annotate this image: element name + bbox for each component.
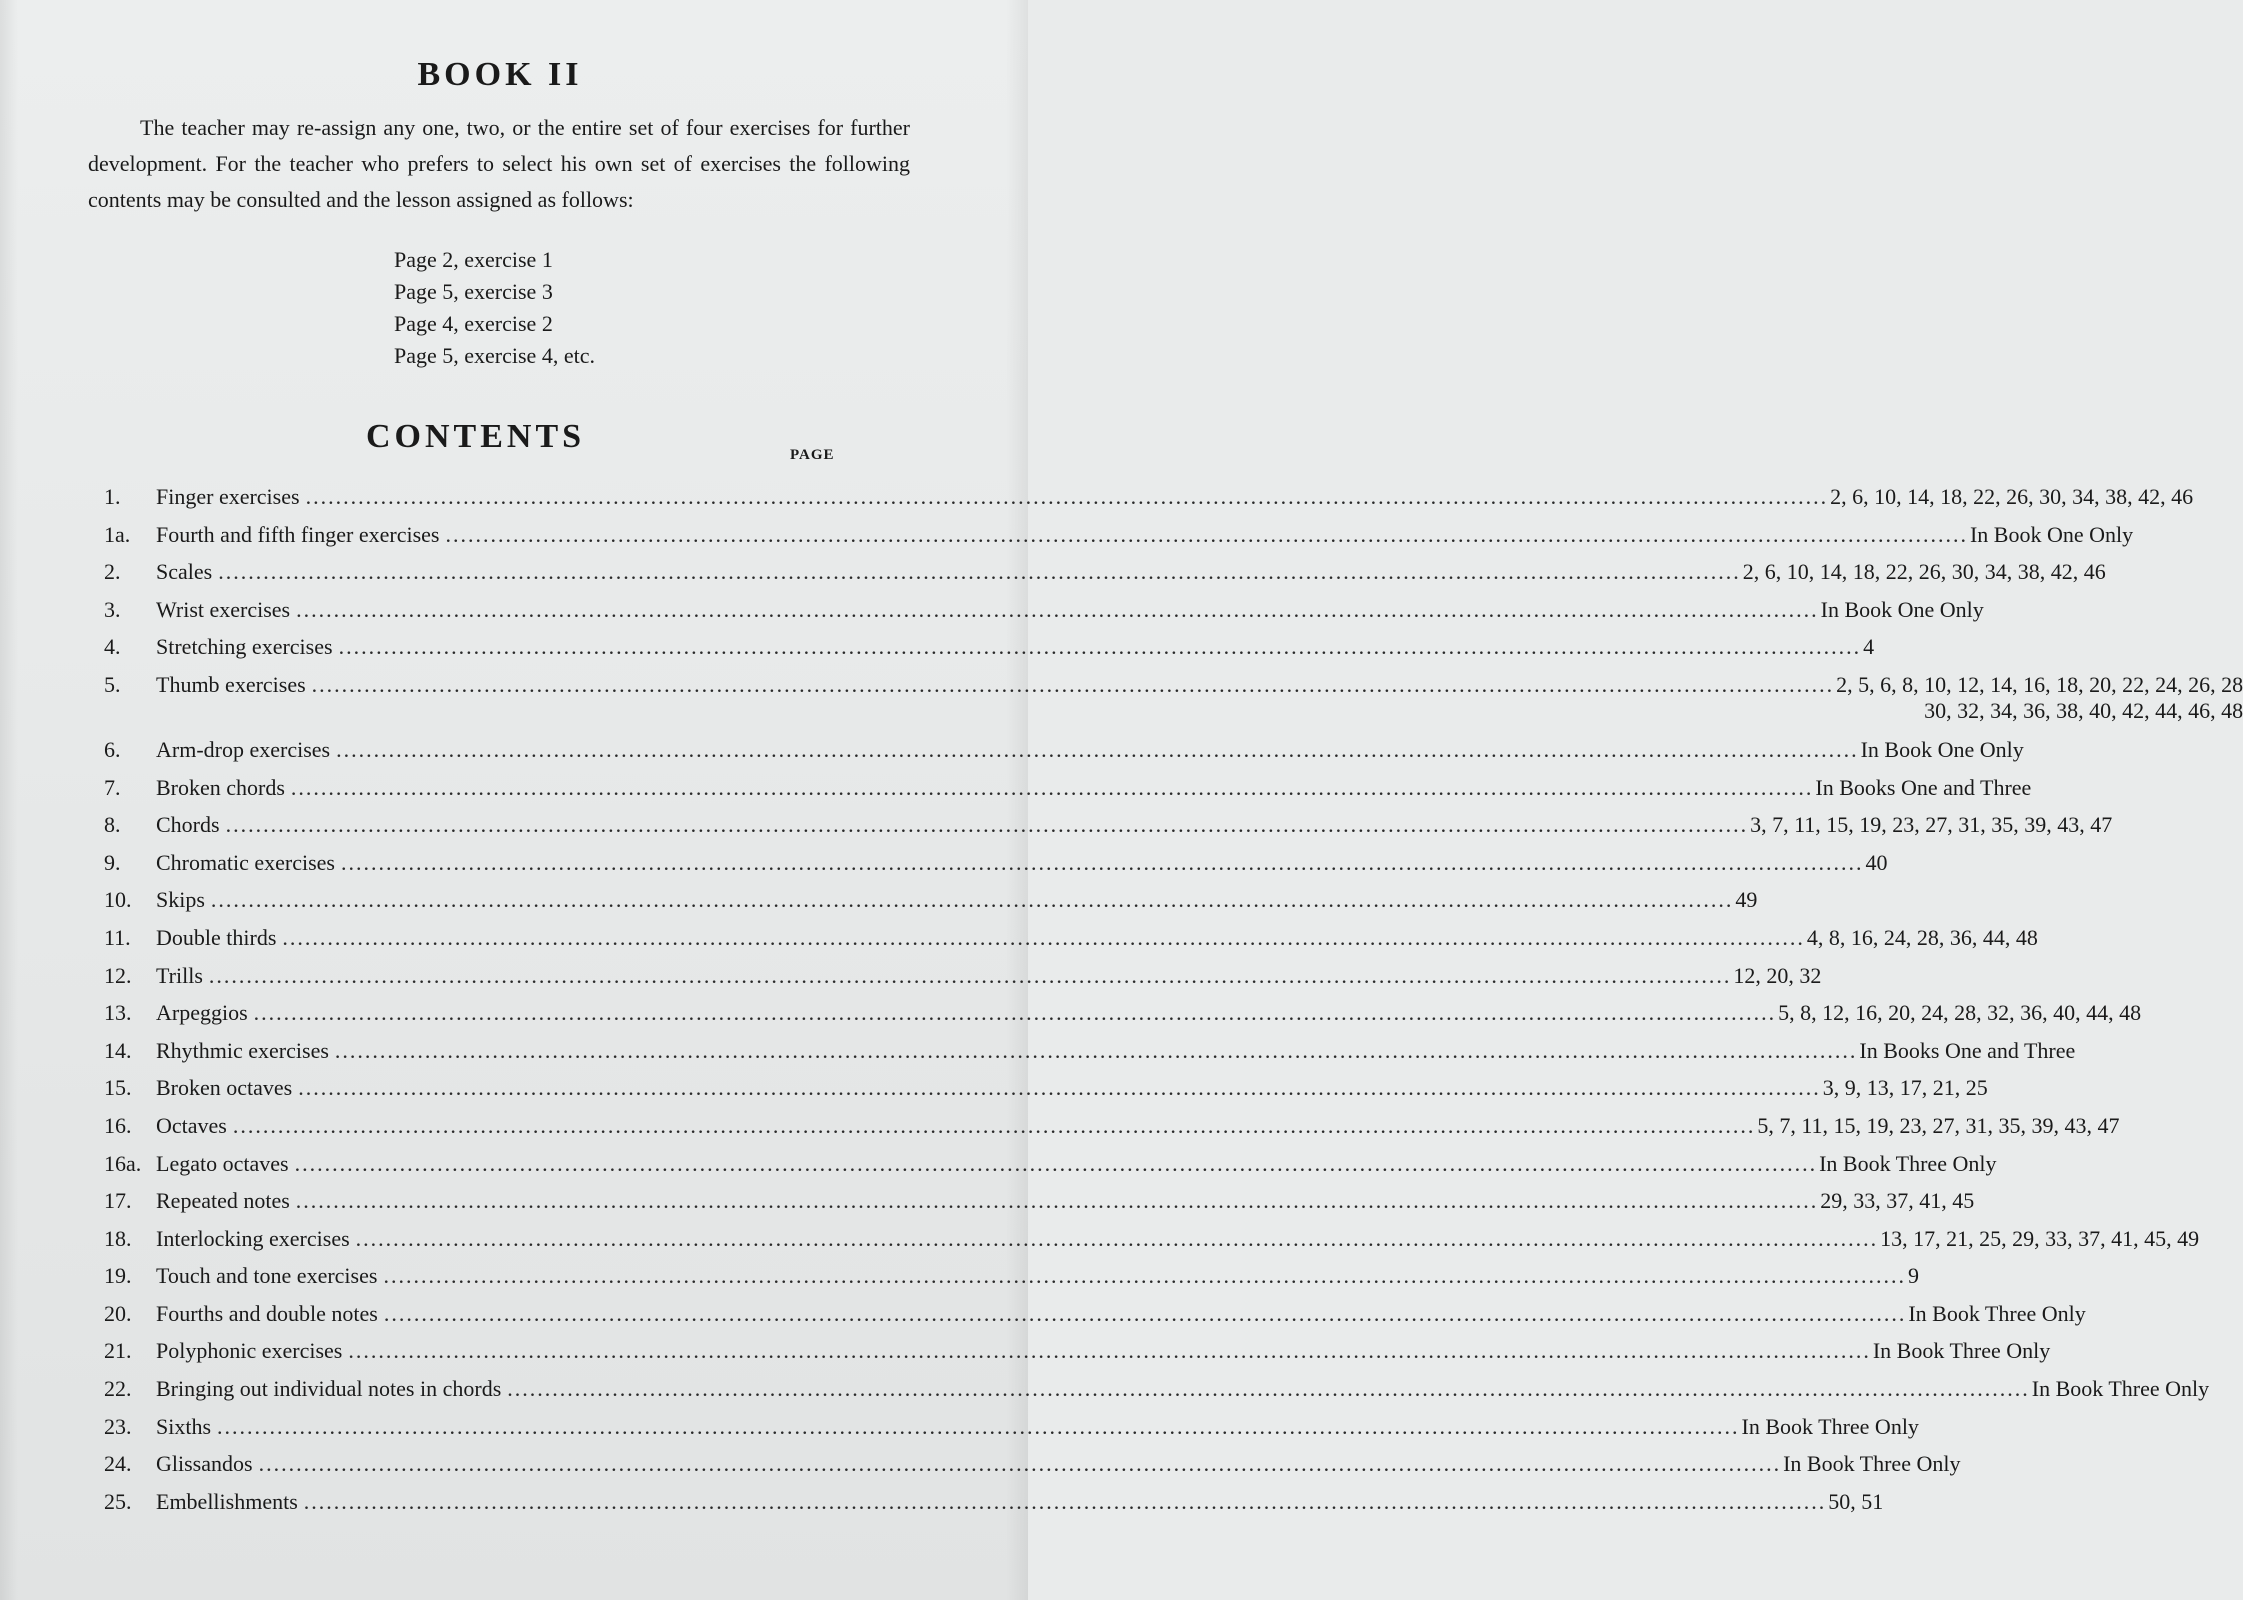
entry-title: Glissandos [156, 1451, 253, 1477]
entry-pages: In Book One Only [1860, 736, 2024, 762]
dot-leader [217, 1414, 1740, 1440]
contents-entry [104, 1188, 1975, 1226]
dot-leader [304, 1489, 1827, 1515]
entry-title: Sixths [156, 1413, 212, 1439]
entry-pages: 29, 33, 37, 41, 45 [1820, 1188, 1975, 1214]
contents-entry [104, 559, 2106, 597]
entry-number: 20. [104, 1300, 132, 1326]
entry-pages: In Book Three Only [1783, 1451, 1961, 1477]
entry-title: Stretching exercises [156, 634, 333, 660]
contents-entry [104, 1338, 2051, 1376]
contents-entry [104, 736, 2024, 775]
entry-number: 13. [104, 1000, 132, 1026]
entry-pages: 49 [1735, 887, 1758, 913]
contents-entry [104, 521, 2134, 560]
contents-entry [104, 1037, 2076, 1076]
entry-pages: In Books One and Three [1859, 1037, 2076, 1063]
entry-title: Embellishments [156, 1488, 298, 1514]
contents-entry [104, 634, 1875, 672]
entry-number: 12. [104, 962, 132, 988]
example-line: Page 2, exercise 1 [394, 247, 553, 272]
entry-pages: 50, 51 [1828, 1488, 1884, 1514]
entry-pages: In Book Three Only [1872, 1338, 2051, 1364]
contents-entry [104, 1263, 1919, 1301]
entry-title: Octaves [156, 1112, 227, 1138]
entry-title: Touch and tone exercises [156, 1263, 378, 1289]
contents-entry [104, 671, 2243, 737]
dot-leader [335, 1038, 1858, 1064]
dot-leader [341, 850, 1864, 876]
entry-number: 1. [104, 484, 121, 509]
entry-title: Polyphonic exercises [156, 1338, 343, 1364]
dot-leader [348, 1338, 1871, 1364]
dot-leader [233, 1113, 1756, 1139]
entry-pages: 4, 8, 16, 24, 28, 36, 44, 48 [1806, 924, 2038, 950]
contents-entry [104, 962, 1822, 1001]
entry-pages: 2, 6, 10, 14, 18, 22, 26, 30, 34, 38, 42, 46 [1742, 559, 2106, 585]
dot-leader [507, 1376, 2030, 1402]
entry-pages: 5, 7, 11, 15, 19, 23, 27, 31, 35, 39, 43, 47 [1757, 1112, 2120, 1138]
entry-title: Finger exercises [156, 484, 300, 509]
entry-title: Broken chords [156, 774, 285, 800]
entry-number: 23. [104, 1413, 132, 1439]
example-line: Page 4, exercise 2 [394, 311, 553, 336]
entry-number: 8. [104, 812, 121, 838]
entry-number: 17. [104, 1188, 132, 1214]
dot-leader [295, 1151, 1818, 1177]
dot-leader [383, 1263, 1906, 1289]
entry-number: 21. [104, 1338, 132, 1364]
contents-entry [104, 887, 1758, 925]
entry-pages: 9 [1907, 1263, 1919, 1289]
contents-entry [104, 924, 2038, 963]
entry-title: Wrist exercises [156, 596, 291, 622]
dot-leader [298, 1075, 1821, 1101]
entry-title: Chromatic exercises [156, 849, 335, 875]
contents-entry [104, 1075, 1988, 1113]
contents-entry [104, 596, 1984, 635]
entry-title: Fourth and fifth finger exercises [156, 521, 440, 547]
dot-leader [226, 812, 1749, 838]
contents-entry [104, 1150, 1997, 1189]
entry-number: 24. [104, 1451, 132, 1477]
page-edge-shadow-left [0, 0, 18, 1600]
entry-number: 9. [104, 849, 121, 875]
entry-number: 16a. [104, 1150, 142, 1176]
entry-pages: 40 [1865, 849, 1888, 875]
entry-pages: 3, 9, 13, 17, 21, 25 [1822, 1075, 1988, 1101]
dot-leader [306, 484, 1829, 510]
dot-leader [211, 887, 1734, 913]
entry-number: 16. [104, 1112, 132, 1138]
entry-number: 15. [104, 1075, 132, 1101]
dot-leader [259, 1451, 1782, 1477]
entry-pages: 3, 7, 11, 15, 19, 23, 27, 31, 35, 39, 43, 47 [1750, 812, 2113, 838]
dot-leader [209, 963, 1732, 989]
entry-number: 3. [104, 596, 121, 622]
assignment-examples [394, 244, 595, 372]
dot-leader [336, 737, 1859, 763]
intro-paragraph: The teacher may re-assign any one, two, or the entire set of four exercises for further development. For the teacher who prefers to select his own set of exercises the following contents may be consulted and the lesson assigned as follows: [88, 115, 910, 212]
entry-pages: In Book Three Only [1908, 1300, 2086, 1326]
entry-pages: 5, 8, 12, 16, 20, 24, 28, 32, 36, 40, 44, 48 [1778, 1000, 2142, 1026]
entry-number: 2. [104, 559, 121, 585]
entry-title: Arm-drop exercises [156, 736, 331, 762]
contents-entry [104, 1112, 2120, 1151]
entry-title: Repeated notes [156, 1188, 290, 1214]
contents-entry [104, 1488, 1884, 1527]
entry-number: 6. [104, 736, 121, 762]
contents-entry [104, 1451, 1961, 1489]
entry-pages: 4 [1863, 634, 1875, 660]
example-line: Page 5, exercise 3 [394, 279, 553, 304]
contents-entry [104, 1413, 1919, 1452]
contents-entry [104, 812, 2113, 850]
dot-leader [218, 559, 1741, 585]
book-title: BOOK II [417, 56, 583, 93]
example-line: Page 5, exercise 4, etc. [394, 343, 595, 368]
dot-leader [282, 925, 1805, 951]
entry-pages: In Book One Only [1820, 596, 1984, 622]
entry-number: 25. [104, 1488, 132, 1514]
contents-entry [104, 1300, 2086, 1339]
entry-pages: 2, 6, 10, 14, 18, 22, 26, 30, 34, 38, 42, 46 [1830, 484, 2194, 509]
contents-entry [104, 484, 2194, 522]
entry-number: 10. [104, 887, 132, 913]
entry-pages: In Book Three Only [1741, 1413, 1919, 1439]
contents-entry [104, 1225, 2200, 1264]
dot-leader [339, 634, 1862, 660]
contents-heading: CONTENTS [366, 418, 586, 455]
entry-title: Legato octaves [156, 1150, 289, 1176]
entry-pages: In Book Three Only [1819, 1150, 1997, 1176]
entry-pages-continued: 30, 32, 34, 36, 38, 40, 42, 44, 46, 48 [1924, 697, 2243, 723]
entry-number: 18. [104, 1225, 132, 1251]
entry-pages: 12, 20, 32 [1733, 962, 1822, 988]
entry-pages: In Book One Only [1969, 521, 2134, 547]
entry-number: 1a. [104, 521, 131, 547]
entry-title: Scales [156, 559, 213, 585]
entry-title: Chords [156, 812, 220, 838]
entry-pages: In Books One and Three [1815, 774, 2032, 800]
entry-pages: In Book Three Only [2031, 1376, 2210, 1402]
entry-title: Thumb exercises [156, 671, 306, 697]
dot-leader [296, 597, 1819, 623]
entry-title: Double thirds [156, 924, 277, 950]
entry-number: 19. [104, 1263, 132, 1289]
dot-leader [254, 1000, 1777, 1026]
contents-entry [104, 1376, 2210, 1414]
dot-leader [356, 1226, 1879, 1252]
entry-title: Broken octaves [156, 1075, 293, 1101]
page-column-label: PAGE [790, 447, 835, 463]
entry-number: 5. [104, 671, 121, 697]
entry-number: 4. [104, 634, 121, 660]
entry-pages: 13, 17, 21, 25, 29, 33, 37, 41, 45, 49 [1880, 1225, 2200, 1251]
entry-title: Arpeggios [156, 1000, 248, 1026]
table-of-contents [104, 484, 2243, 1526]
entry-title: Skips [156, 887, 205, 913]
dot-leader [312, 672, 1835, 698]
entry-title: Interlocking exercises [156, 1225, 350, 1251]
entry-pages: 2, 5, 6, 8, 10, 12, 14, 16, 18, 20, 22, 24, 26, 28 [1836, 671, 2243, 697]
dot-leader [291, 775, 1814, 801]
entry-number: 22. [104, 1376, 132, 1402]
contents-entry [104, 849, 1888, 888]
entry-number: 7. [104, 774, 121, 800]
entry-title: Fourths and double notes [156, 1300, 378, 1326]
entry-number: 11. [104, 924, 131, 950]
entry-title: Rhythmic exercises [156, 1037, 329, 1063]
entry-title: Trills [156, 962, 203, 988]
contents-entry [104, 774, 2032, 813]
contents-entry [104, 1000, 2142, 1038]
dot-leader [445, 522, 1968, 548]
dot-leader [296, 1188, 1819, 1214]
entry-title: Bringing out individual notes in chords [156, 1376, 502, 1402]
entry-number: 14. [104, 1037, 132, 1063]
dot-leader [384, 1301, 1907, 1327]
